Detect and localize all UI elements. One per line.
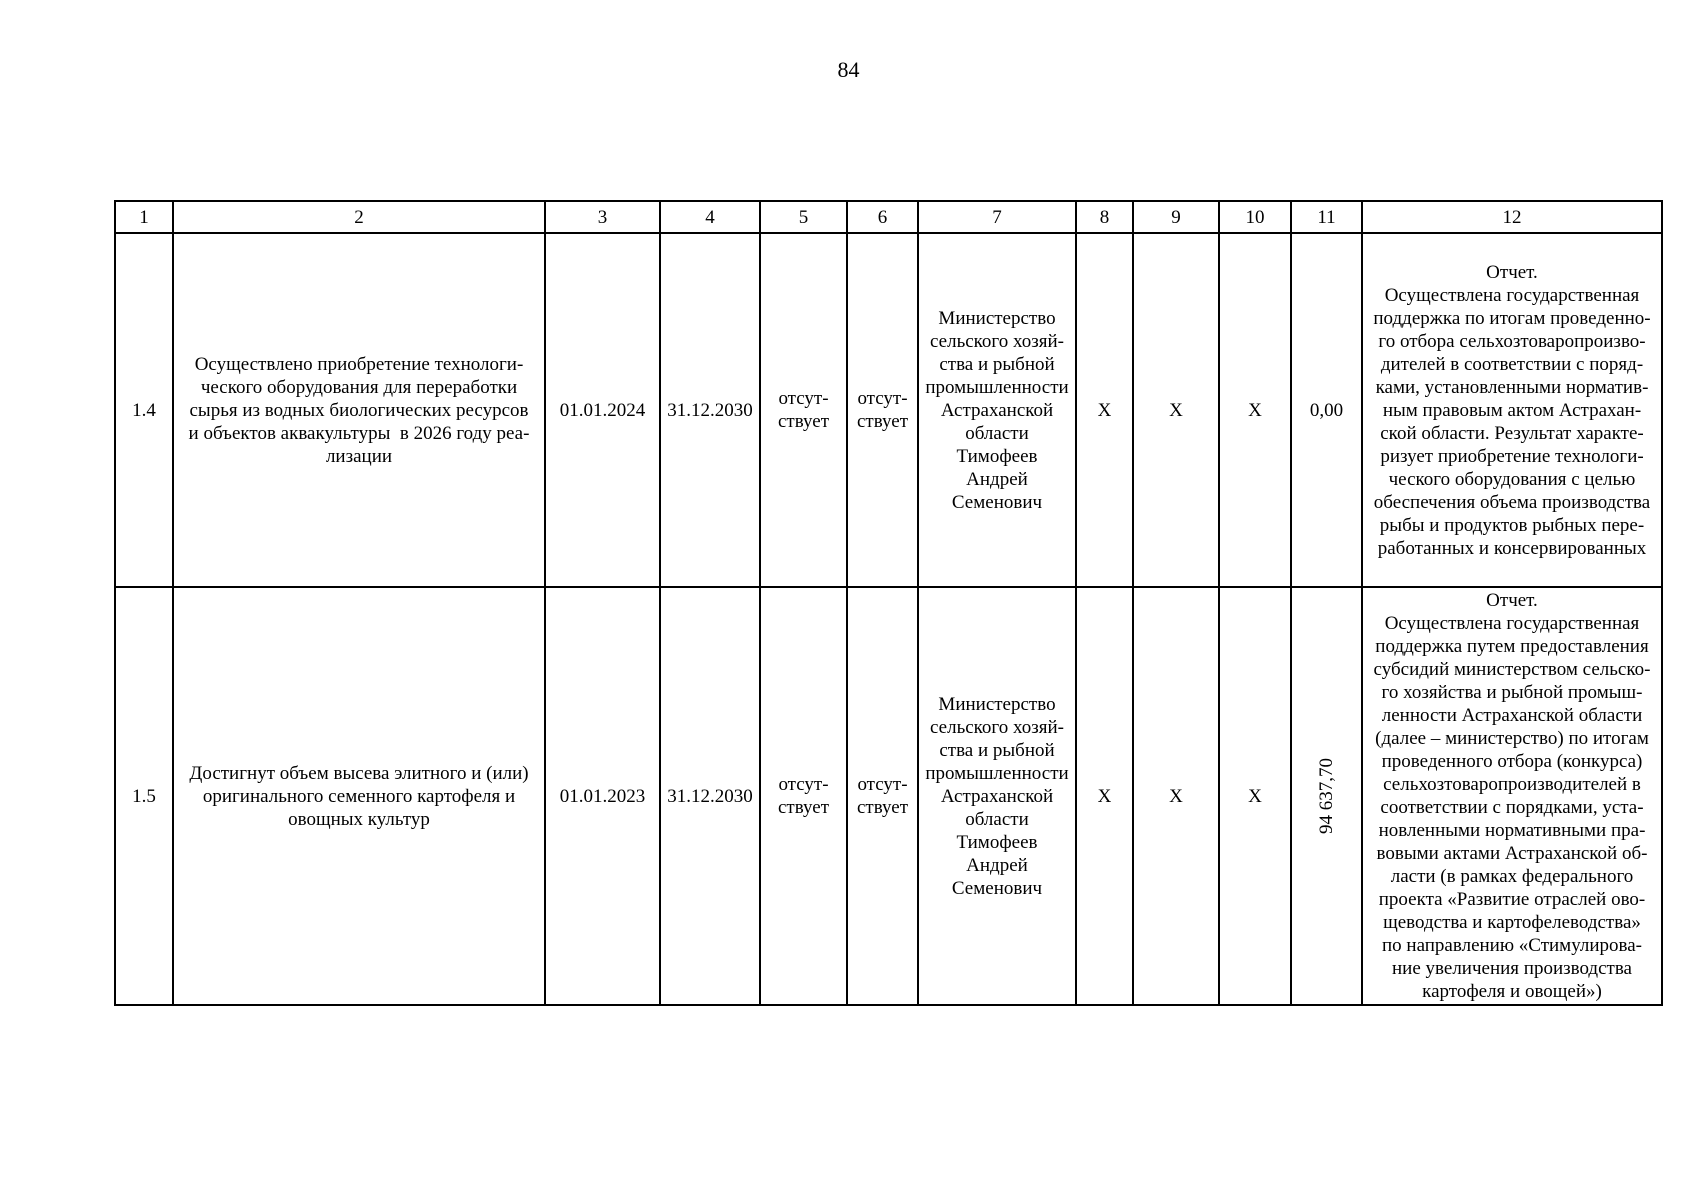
col10-value: X: [1219, 233, 1291, 587]
header-cell-5: 5: [760, 201, 847, 233]
table-row: [115, 233, 1662, 587]
header-cell-12: 12: [1362, 201, 1662, 233]
row-number: 1.4: [115, 233, 173, 587]
col6-value: отсут- ствует: [847, 587, 918, 1005]
col9-value: X: [1133, 587, 1219, 1005]
col5-value: отсут- ствует: [760, 587, 847, 1005]
page-number: 84: [837, 57, 860, 82]
col11-amount: 0,00: [1291, 233, 1362, 587]
end-date: 31.12.2030: [660, 587, 760, 1005]
header-cell-10: 10: [1219, 201, 1291, 233]
header-cell-1: 1: [115, 201, 173, 233]
header-cell-7: 7: [918, 201, 1076, 233]
start-date: 01.01.2023: [545, 587, 660, 1005]
header-cell-4: 4: [660, 201, 760, 233]
header-cell-3: 3: [545, 201, 660, 233]
col8-value: X: [1076, 233, 1133, 587]
header-cell-6: 6: [847, 201, 918, 233]
col10-value: X: [1219, 587, 1291, 1005]
measures-table: [114, 200, 1663, 1006]
col6-value: отсут- ствует: [847, 233, 918, 587]
col8-value: X: [1076, 587, 1133, 1005]
result-description: Достигнут объем высева элитного и (или) оригинального семенного картофеля и овощных культур: [173, 587, 545, 1005]
report-text: Отчет. Осуществлена государственная поддержка по итогам проведенно- го отбора сельхозтоваропроизво- дителей в соответствии с поряд- ками, установленными норматив- ным правовым актом Астрахан- ской области. Результат характе- ризует приобретение технологи- ческого оборудования с целью обеспечения объема производства рыбы и продуктов рыбных пере- работанных и консервированных: [1362, 233, 1662, 587]
responsible-person: Министерство сельского хозяй- ства и рыбной промышленности Астраханской области Тимофеев Андрей Семенович: [918, 587, 1076, 1005]
header-cell-8: 8: [1076, 201, 1133, 233]
col11-amount-vertical: 94 637,70: [1316, 758, 1337, 834]
header-cell-9: 9: [1133, 201, 1219, 233]
col9-value: X: [1133, 233, 1219, 587]
header-cell-2: 2: [173, 201, 545, 233]
start-date: 01.01.2024: [545, 233, 660, 587]
end-date: 31.12.2030: [660, 233, 760, 587]
responsible-person: Министерство сельского хозяй- ства и рыбной промышленности Астраханской области Тимофеев Андрей Семенович: [918, 233, 1076, 587]
report-text: Отчет. Осуществлена государственная поддержка путем предоставления субсидий министерством сельско- го хозяйства и рыбной промыш- ленности Астраханской области (далее – министерство) по итогам проведенного отбора (конкурса) сельхозтоваропроизводителей в соответствии с порядками, уста- новленными нормативными пра- вовыми актами Астраханской об- ласти (в рамках федерального проекта «Развитие отраслей ово- щеводства и картофелеводства» по направлению «Стимулирова- ние увеличения производства картофеля и овощей»): [1362, 587, 1662, 1005]
col11-amount: [1291, 587, 1362, 1005]
header-cell-11: 11: [1291, 201, 1362, 233]
header-row: [115, 201, 1662, 233]
col5-value: отсут- ствует: [760, 233, 847, 587]
row-number: 1.5: [115, 587, 173, 1005]
table-row: [115, 587, 1662, 1005]
result-description: Осуществлено приобретение технологи- ческого оборудования для переработки сырья из водных биологических ресурсов и объектов аквакультуры в 2026 году реа- лизации: [173, 233, 545, 587]
